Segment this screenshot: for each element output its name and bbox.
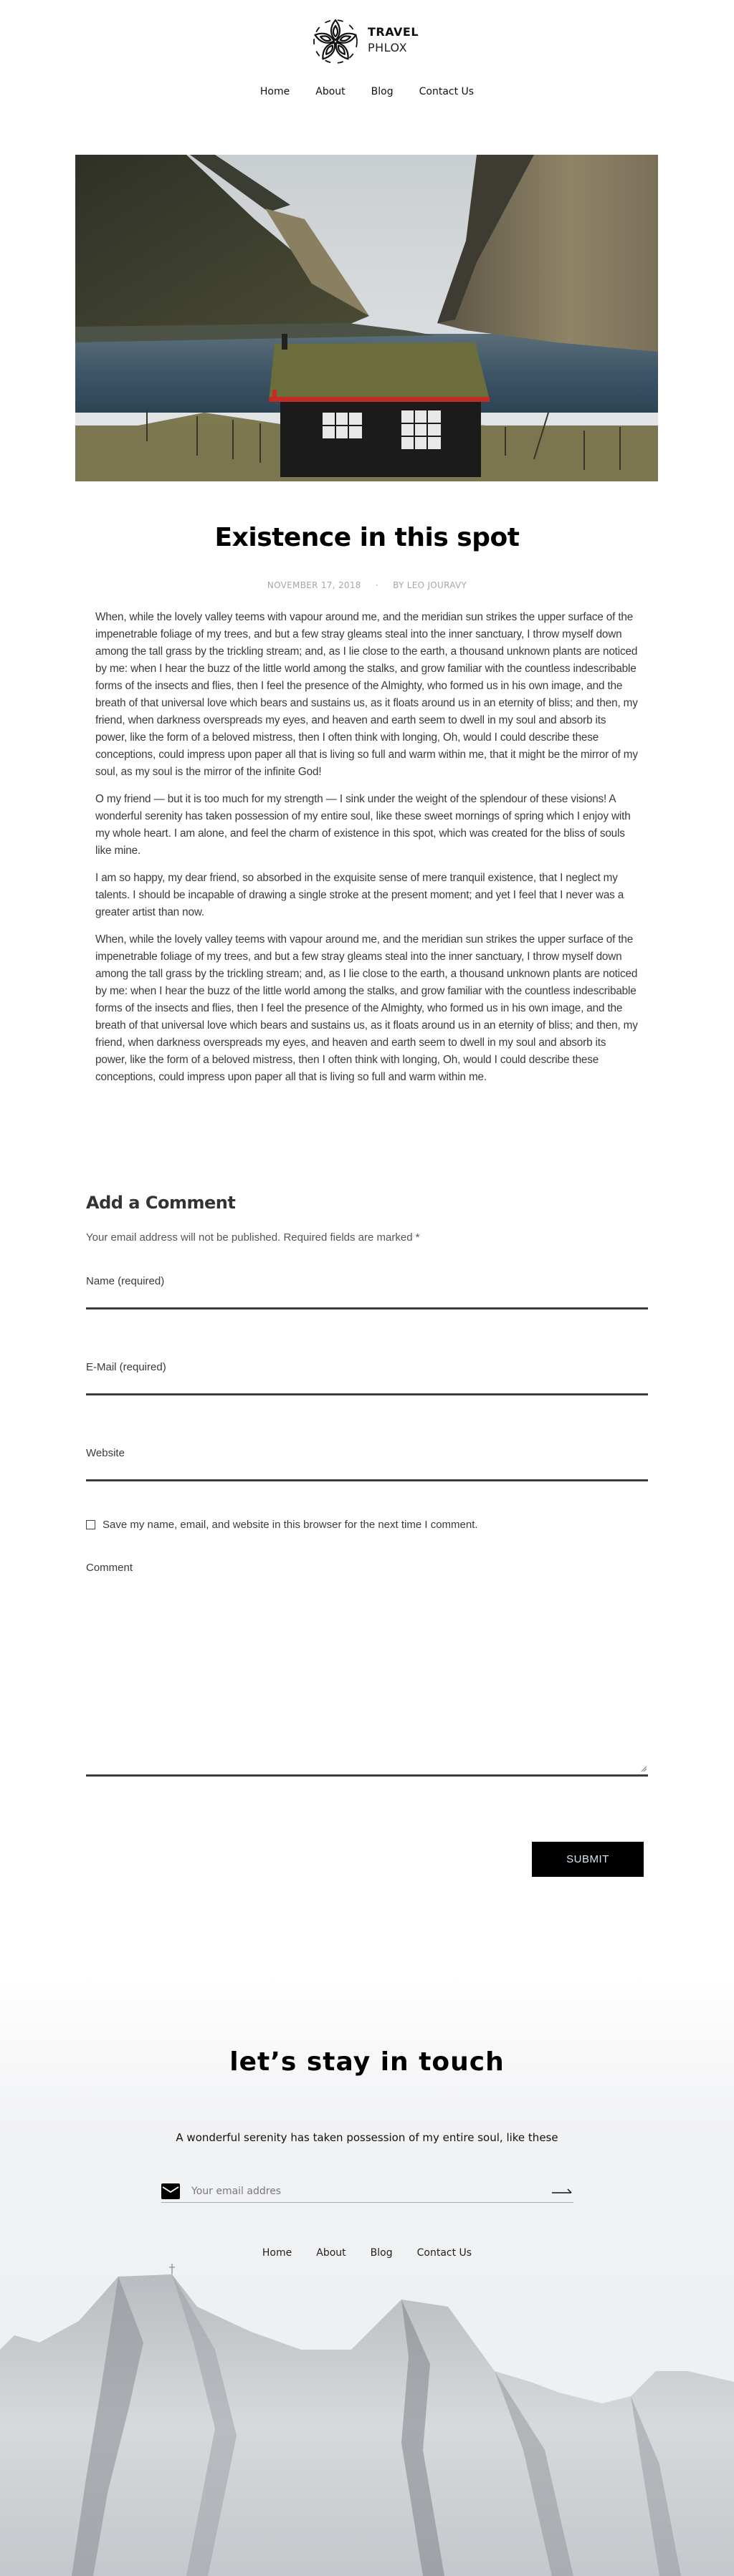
article-date[interactable]: NOVEMBER 17, 2018 — [267, 580, 361, 590]
article-paragraph: When, while the lovely valley teems with vapour around me, and the meridian sun strikes the upper surface of the impenetrable foliage of my trees, and but a few stray gleams steal into the inner sanctuary, I throw myself down among the tall grass by the trickling stream; and, as I lie close to the earth, a thousand unknown plants are noticed by me: when I hear the buzz of the little world among the stalks, and grow familiar with the countless indescribable forms of the insects and flies, then I feel the presence of the Almighty, who formed us in his own image, and the breath of that universal love which bears and sustains us, as it floats around us in an eternity of bliss; and then, my friend, when darkness overspreads my eyes, and heaven and earth seem to dwell in my soul and absorb its power, like the form of a beloved mistress, then I often think with longing, Oh, would I could describe these conceptions, could impress upon paper all that is living so full and warm within me. — [95, 933, 638, 1083]
article-paragraph: I am so happy, my dear friend, so absorbed in the exquisite sense of mere tranquil existence, that I neglect my talents. I should be incapable of drawing a single stroke at the present moment; and yet I feel that I never was a greater artist than now. — [95, 872, 624, 918]
logo-text — [368, 24, 419, 56]
save-info-checkbox[interactable] — [86, 1520, 95, 1529]
comment-field — [86, 1562, 648, 1777]
lotus-logo-icon — [310, 16, 361, 64]
site-logo[interactable] — [310, 16, 419, 64]
save-info-row — [86, 1519, 478, 1531]
article-paragraph: O my friend — but it is too much for my strength — I sink under the weight of the splendour of these visions! A wonderful serenity has taken possession of my entire soul, like these sweet mornings of spring which I enjoy with my whole heart. I am alone, and feel the charm of existence in this spot, which was created for the bliss of souls like mine. — [95, 793, 631, 857]
save-info-label[interactable]: Save my name, email, and website in this browser for the next time I comment. — [103, 1519, 478, 1531]
website-input[interactable] — [86, 1459, 648, 1475]
hero-image — [75, 155, 658, 481]
submit-button[interactable]: SUBMIT — [532, 1842, 644, 1877]
name-label: Name (required) — [86, 1275, 165, 1287]
newsletter-email-input[interactable] — [191, 2186, 552, 2197]
article-author[interactable]: BY LEO JOURAVY — [393, 580, 467, 590]
name-field — [86, 1275, 648, 1309]
nav-blog[interactable]: Blog — [371, 86, 394, 97]
email-field — [86, 1361, 648, 1395]
email-label: E-Mail (required) — [86, 1361, 166, 1373]
newsletter-title: let’s stay in touch — [229, 2047, 505, 2077]
footer-nav-home[interactable]: Home — [262, 2247, 292, 2259]
meta-separator: · — [375, 580, 378, 590]
resize-grip-icon[interactable] — [641, 1766, 647, 1772]
email-input[interactable] — [86, 1373, 648, 1389]
website-label: Website — [86, 1447, 125, 1459]
footer-mountain-image — [0, 2264, 734, 2576]
main-nav — [0, 86, 734, 97]
newsletter-subtitle: A wonderful serenity has taken possession of my entire soul, like these — [176, 2131, 558, 2144]
nav-about[interactable]: About — [315, 86, 345, 97]
footer-nav-blog[interactable]: Blog — [370, 2247, 393, 2259]
site-header — [0, 0, 734, 115]
envelope-icon — [161, 2183, 180, 2199]
logo-subtitle: PHLOX — [368, 41, 408, 54]
article-title: Existence in this spot — [214, 523, 520, 552]
comment-form-title: Add a Comment — [86, 1193, 236, 1213]
article-paragraph: When, while the lovely valley teems with vapour around me, and the meridian sun strikes the upper surface of the impenetrable foliage of my trees, and but a few stray gleams steal into the inner sanctuary, I throw myself down among the tall grass by the trickling stream; and, as I lie close to the earth, a thousand unknown plants are noticed by me: when I hear the buzz of the little world among the stalks, and grow familiar with the countless indescribable forms of the insects and flies, then I feel the presence of the Almighty, who formed us in his own image, and the breath of that universal love which bears and sustains us, as it floats around us in an eternity of bliss; and then, my friend, when darkness overspreads my eyes, and heaven and earth seem to dwell in my soul and absorb its power, like the form of a beloved mistress, then I often think with longing, Oh, would I could describe these conceptions, could impress upon paper all that is living so full and warm within me, that it might be the mirror of my soul, as my soul is the mirror of the infinite God! — [95, 611, 638, 778]
comment-label: Comment — [86, 1562, 133, 1574]
article-meta — [0, 580, 734, 590]
logo-title: TRAVEL — [368, 25, 419, 39]
arrow-right-icon[interactable] — [552, 2184, 573, 2198]
footer-nav-contact-us[interactable]: Contact Us — [416, 2247, 472, 2259]
comment-form-note: Your email address will not be published. Required fields are marked * — [86, 1231, 420, 1244]
nav-contact-us[interactable]: Contact Us — [419, 86, 475, 97]
comment-textarea[interactable] — [86, 1574, 648, 1753]
newsletter-form — [161, 2180, 573, 2203]
article-body — [95, 609, 639, 1096]
footer-nav — [0, 2247, 734, 2259]
nav-home[interactable]: Home — [259, 86, 290, 97]
website-field — [86, 1447, 648, 1481]
site-footer — [0, 1977, 734, 2576]
footer-nav-about[interactable]: About — [316, 2247, 346, 2259]
name-input[interactable] — [86, 1287, 648, 1303]
